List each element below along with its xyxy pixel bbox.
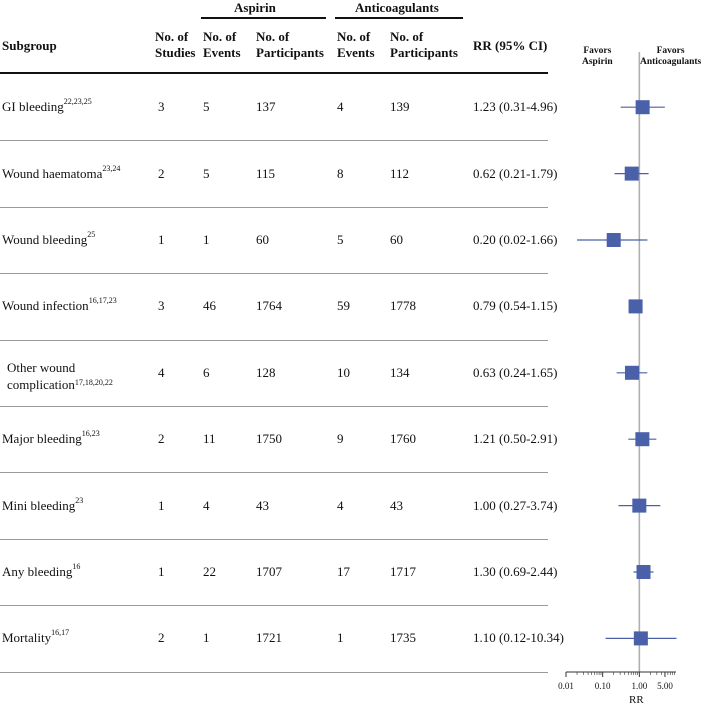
studies-cell: 4 [158,364,165,380]
reference-superscript: 22,23,25 [63,97,92,107]
subgroup-name-text: Any bleeding [2,564,73,579]
tick-label: 0.01 [558,681,574,691]
subgroup-name-text: Mini bleeding [2,497,76,513]
anticoag-events-cell: 9 [337,431,344,447]
rr-ci-cell: 1.30 (0.69-2.44) [473,564,558,579]
point-estimate-marker [634,631,648,645]
rr-ci-cell: 1.21 (0.50-2.91) [473,431,558,447]
point-estimate-marker [607,233,621,247]
subgroup-name-text: Mortality [2,630,52,646]
aspirin-events-cell: 22 [203,564,216,579]
header-aspirin-participants-line1: No. of [256,29,290,44]
rr-ci-cell: 0.62 (0.21-1.79) [473,165,558,181]
header-anticoag-participants-line2: Participants [390,45,458,60]
aspirin-participants-cell: 1750 [256,431,282,447]
anticoag-events-cell: 17 [337,564,350,579]
aspirin-events-cell: 5 [203,165,210,181]
point-estimate-marker [637,565,651,579]
header-aspirin-participants-line2: Participants [256,45,324,60]
header-studies-line1: No. of [155,29,189,44]
anticoag-events-cell: 5 [337,232,344,247]
subgroup-name-line1: Other wound [7,359,76,375]
anticoag-events-cell: 10 [337,364,350,380]
reference-superscript: 25 [87,230,96,239]
subgroup-name-text: GI bleeding [2,99,64,115]
tick-label: 1.00 [631,681,648,691]
anticoag-participants-cell: 112 [390,165,410,181]
aspirin-participants-cell: 1764 [256,298,282,314]
header-aspirin-events-line2: Events [203,45,241,60]
favors-aspirin-line1: Favors [583,46,612,56]
subgroup-name-text: Wound haematoma [2,165,103,181]
aspirin-events-cell: 46 [203,298,216,314]
anticoag-participants-cell: 1778 [390,298,416,314]
studies-cell: 3 [158,99,165,115]
reference-superscript: 16,17,23 [88,296,117,306]
reference-superscript: 23 [75,495,84,505]
header-anticoag-events-line1: No. of [337,29,371,44]
header-subgroup: Subgroup [2,38,57,53]
x-axis-label: RR [628,694,644,706]
studies-cell: 1 [158,564,165,579]
studies-cell: 1 [158,232,165,247]
aspirin-participants-cell: 128 [256,364,276,380]
reference-superscript: 16,23 [81,429,100,439]
anticoag-participants-cell: 43 [390,497,403,513]
anticoag-events-cell: 4 [337,99,344,115]
aspirin-participants-cell: 1707 [256,564,282,579]
rr-ci-cell: 1.00 (0.27-3.74) [473,497,558,513]
subgroup-name-text: Major bleeding [2,431,82,447]
anticoag-participants-cell: 1760 [390,431,416,447]
rr-ci-cell: 1.23 (0.31-4.96) [473,99,558,115]
favors-anticoag-line2: Anticoagulants [640,57,702,67]
point-estimate-marker [625,366,639,380]
header-aspirin-events-line1: No. of [203,29,237,44]
aspirin-events-cell: 11 [203,431,216,447]
aspirin-events-cell: 5 [203,99,210,115]
studies-cell: 1 [158,497,165,513]
anticoag-participants-cell: 134 [390,364,410,380]
studies-cell: 2 [158,431,165,447]
subgroup-name-text: Wound infection [2,298,89,314]
reference-superscript: 16,17 [51,628,70,638]
header-anticoag-events-line2: Events [337,45,375,60]
anticoag-events-cell: 8 [337,165,344,181]
anticoag-participants-cell: 1735 [390,630,416,646]
aspirin-participants-cell: 43 [256,497,269,513]
reference-superscript: 17,18,20,22 [74,377,113,387]
studies-cell: 2 [158,165,165,181]
favors-aspirin-line2: Aspirin [582,57,613,67]
aspirin-participants-cell: 1721 [256,630,282,646]
header-anticoag-participants-line1: No. of [390,29,424,44]
header-group-anticoag: Anticoagulants [355,0,439,15]
anticoag-participants-cell: 139 [390,99,410,115]
rr-ci-cell: 1.10 (0.12-10.34) [473,630,564,646]
tick-label: 5.00 [657,681,673,691]
studies-cell: 3 [158,298,165,314]
header-group-aspirin: Aspirin [234,0,276,15]
rr-ci-cell: 0.20 (0.02-1.66) [473,232,558,247]
header-rr: RR (95% CI) [473,38,548,53]
anticoag-participants-cell: 60 [390,232,403,247]
anticoag-participants-cell: 1717 [390,564,416,579]
aspirin-participants-cell: 115 [256,165,276,181]
reference-superscript: 23,24 [102,163,121,173]
anticoag-events-cell: 1 [337,630,344,646]
anticoag-events-cell: 59 [337,298,350,314]
studies-cell: 2 [158,630,165,646]
aspirin-events-cell: 1 [203,630,210,646]
aspirin-events-cell: 4 [203,497,210,513]
aspirin-events-cell: 6 [203,364,210,380]
point-estimate-marker [632,499,646,513]
header-studies-line2: Studies [155,45,196,60]
favors-anticoag-line1: Favors [656,46,685,56]
aspirin-events-cell: 1 [203,232,210,247]
point-estimate-marker [635,432,649,446]
point-estimate-marker [636,100,650,114]
rr-ci-cell: 0.79 (0.54-1.15) [473,298,558,314]
anticoag-events-cell: 4 [337,497,344,513]
aspirin-participants-cell: 137 [256,99,276,115]
point-estimate-marker [625,167,639,181]
subgroup-name-text: Wound bleeding [2,232,88,247]
point-estimate-marker [629,299,643,313]
aspirin-participants-cell: 60 [256,232,269,247]
tick-label: 0.10 [594,681,611,691]
reference-superscript: 16 [72,562,81,571]
rr-ci-cell: 0.63 (0.24-1.65) [473,364,558,380]
subgroup-name-text: complication [7,376,75,392]
